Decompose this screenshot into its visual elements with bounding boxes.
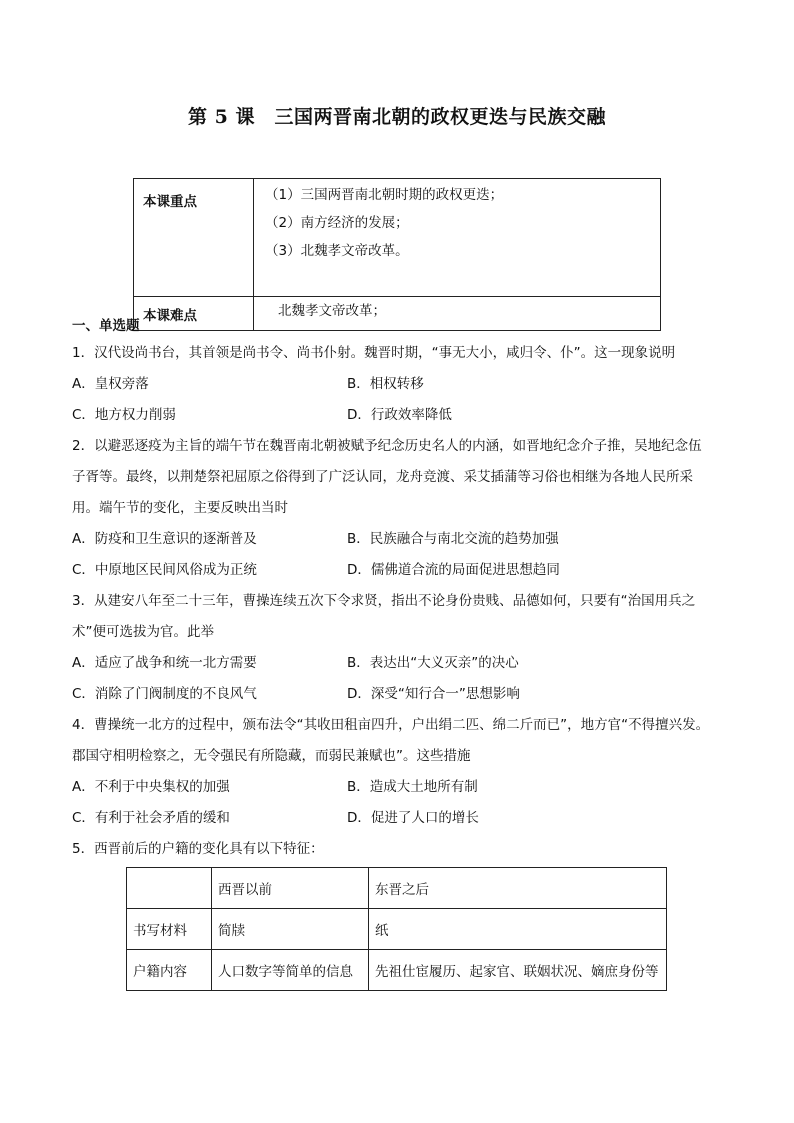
table-row xyxy=(127,950,667,991)
option-row xyxy=(72,648,722,679)
question-5 xyxy=(72,834,722,865)
option-b[interactable]: B．表达出“大义灭亲”的决心 xyxy=(347,655,519,671)
table-cell: 人口数字等简单的信息 xyxy=(212,950,369,991)
option-c[interactable]: C．中原地区民间风俗成为正统 xyxy=(72,562,257,578)
option-b[interactable]: B．民族融合与南北交流的趋势加强 xyxy=(347,531,559,547)
table-row xyxy=(127,909,667,950)
household-register-table xyxy=(126,867,667,991)
table-cell: 书写材料 xyxy=(127,909,212,950)
option-d[interactable]: D．儒佛道合流的局面促进思想趋同 xyxy=(347,562,560,578)
question-list xyxy=(72,314,722,865)
table-header-row xyxy=(127,868,667,909)
question-stem-line: 子胥等。最终，以荆楚祭祀屈原之俗得到了广泛认同，龙舟竞渡、采艾插蒲等习俗也相继为各地人民所采 xyxy=(72,469,693,485)
question-1 xyxy=(72,338,722,431)
key-point-item: （1）三国两晋南北朝时期的政权更迭； xyxy=(265,187,504,203)
question-stem-line: 用。端午节的变化，主要反映出当时 xyxy=(72,500,288,516)
option-d[interactable]: D．行政效率降低 xyxy=(347,407,452,423)
table-cell: 简牍 xyxy=(212,909,369,950)
option-c[interactable]: C．地方权力削弱 xyxy=(72,407,176,423)
option-row xyxy=(72,369,722,400)
option-a[interactable]: A．适应了战争和统一北方需要 xyxy=(72,655,257,671)
table-cell: 户籍内容 xyxy=(127,950,212,991)
section-title: 一、单选题 xyxy=(72,318,140,334)
lesson-focus-table xyxy=(133,178,661,331)
option-d[interactable]: D．促进了人口的增长 xyxy=(347,810,479,826)
option-b[interactable]: B．相权转移 xyxy=(347,376,424,392)
option-row xyxy=(72,555,722,586)
key-point-item: （2）南方经济的发展； xyxy=(265,215,409,231)
option-a[interactable]: A．防疫和卫生意识的逐渐普及 xyxy=(72,531,257,547)
page-title: 第 5 课 三国两晋南北朝的政权更迭与民族交融 xyxy=(188,106,606,128)
question-stem-line: 2．以避恶逐疫为主旨的端午节在魏晋南北朝被赋予纪念历史名人的内涵，如晋地纪念介子推，吴地纪念伍 xyxy=(72,438,702,454)
question-stem-line: 术”便可选拔为官。此举 xyxy=(72,624,214,640)
table-cell: 纸 xyxy=(369,909,667,950)
difficult-points-label: 本课难点 xyxy=(134,297,254,331)
question-stem-line: 4．曹操统一北方的过程中，颁布法令“其收田租亩四升，户出绢二匹、绵二斤而已”，地方官“不得擅兴发。 xyxy=(72,717,710,733)
option-a[interactable]: A．不利于中央集权的加强 xyxy=(72,779,230,795)
option-d[interactable]: D．深受“知行合一”思想影响 xyxy=(347,686,520,702)
key-points-cell xyxy=(254,179,661,297)
question-stem-line: 5．西晋前后的户籍的变化具有以下特征： xyxy=(72,841,324,857)
table-header-cell xyxy=(127,868,212,909)
difficult-point-text: 北魏孝文帝改革； xyxy=(278,303,386,319)
option-row xyxy=(72,679,722,710)
key-points-label: 本课重点 xyxy=(134,179,254,297)
option-row xyxy=(72,803,722,834)
question-stem-line: 1．汉代设尚书台，其首领是尚书令、尚书仆射。魏晋时期，“事无大小，咸归令、仆”。这一现象说明 xyxy=(72,345,676,361)
option-a[interactable]: A．皇权旁落 xyxy=(72,376,149,392)
option-b[interactable]: B．造成大土地所有制 xyxy=(347,779,478,795)
option-c[interactable]: C．消除了门阀制度的不良风气 xyxy=(72,686,257,702)
option-c[interactable]: C．有利于社会矛盾的缓和 xyxy=(72,810,230,826)
table-cell: 先祖仕宦履历、起家官、联姻状况、嫡庶身份等 xyxy=(369,950,667,991)
table-header-cell: 西晋以前 xyxy=(212,868,369,909)
question-2 xyxy=(72,431,722,586)
option-row xyxy=(72,524,722,555)
question-4 xyxy=(72,710,722,834)
question-stem-line: 3．从建安八年至二十三年，曹操连续五次下令求贤，指出不论身份贵贱、品德如何，只要有“治国用兵之 xyxy=(72,593,696,609)
table-header-cell: 东晋之后 xyxy=(369,868,667,909)
question-stem-line: 郡国守相明检察之，无令强民有所隐藏，而弱民兼赋也”。这些措施 xyxy=(72,748,471,764)
question-3 xyxy=(72,586,722,710)
option-row xyxy=(72,772,722,803)
key-point-item: （3）北魏孝文帝改革。 xyxy=(265,243,409,259)
option-row xyxy=(72,400,722,431)
